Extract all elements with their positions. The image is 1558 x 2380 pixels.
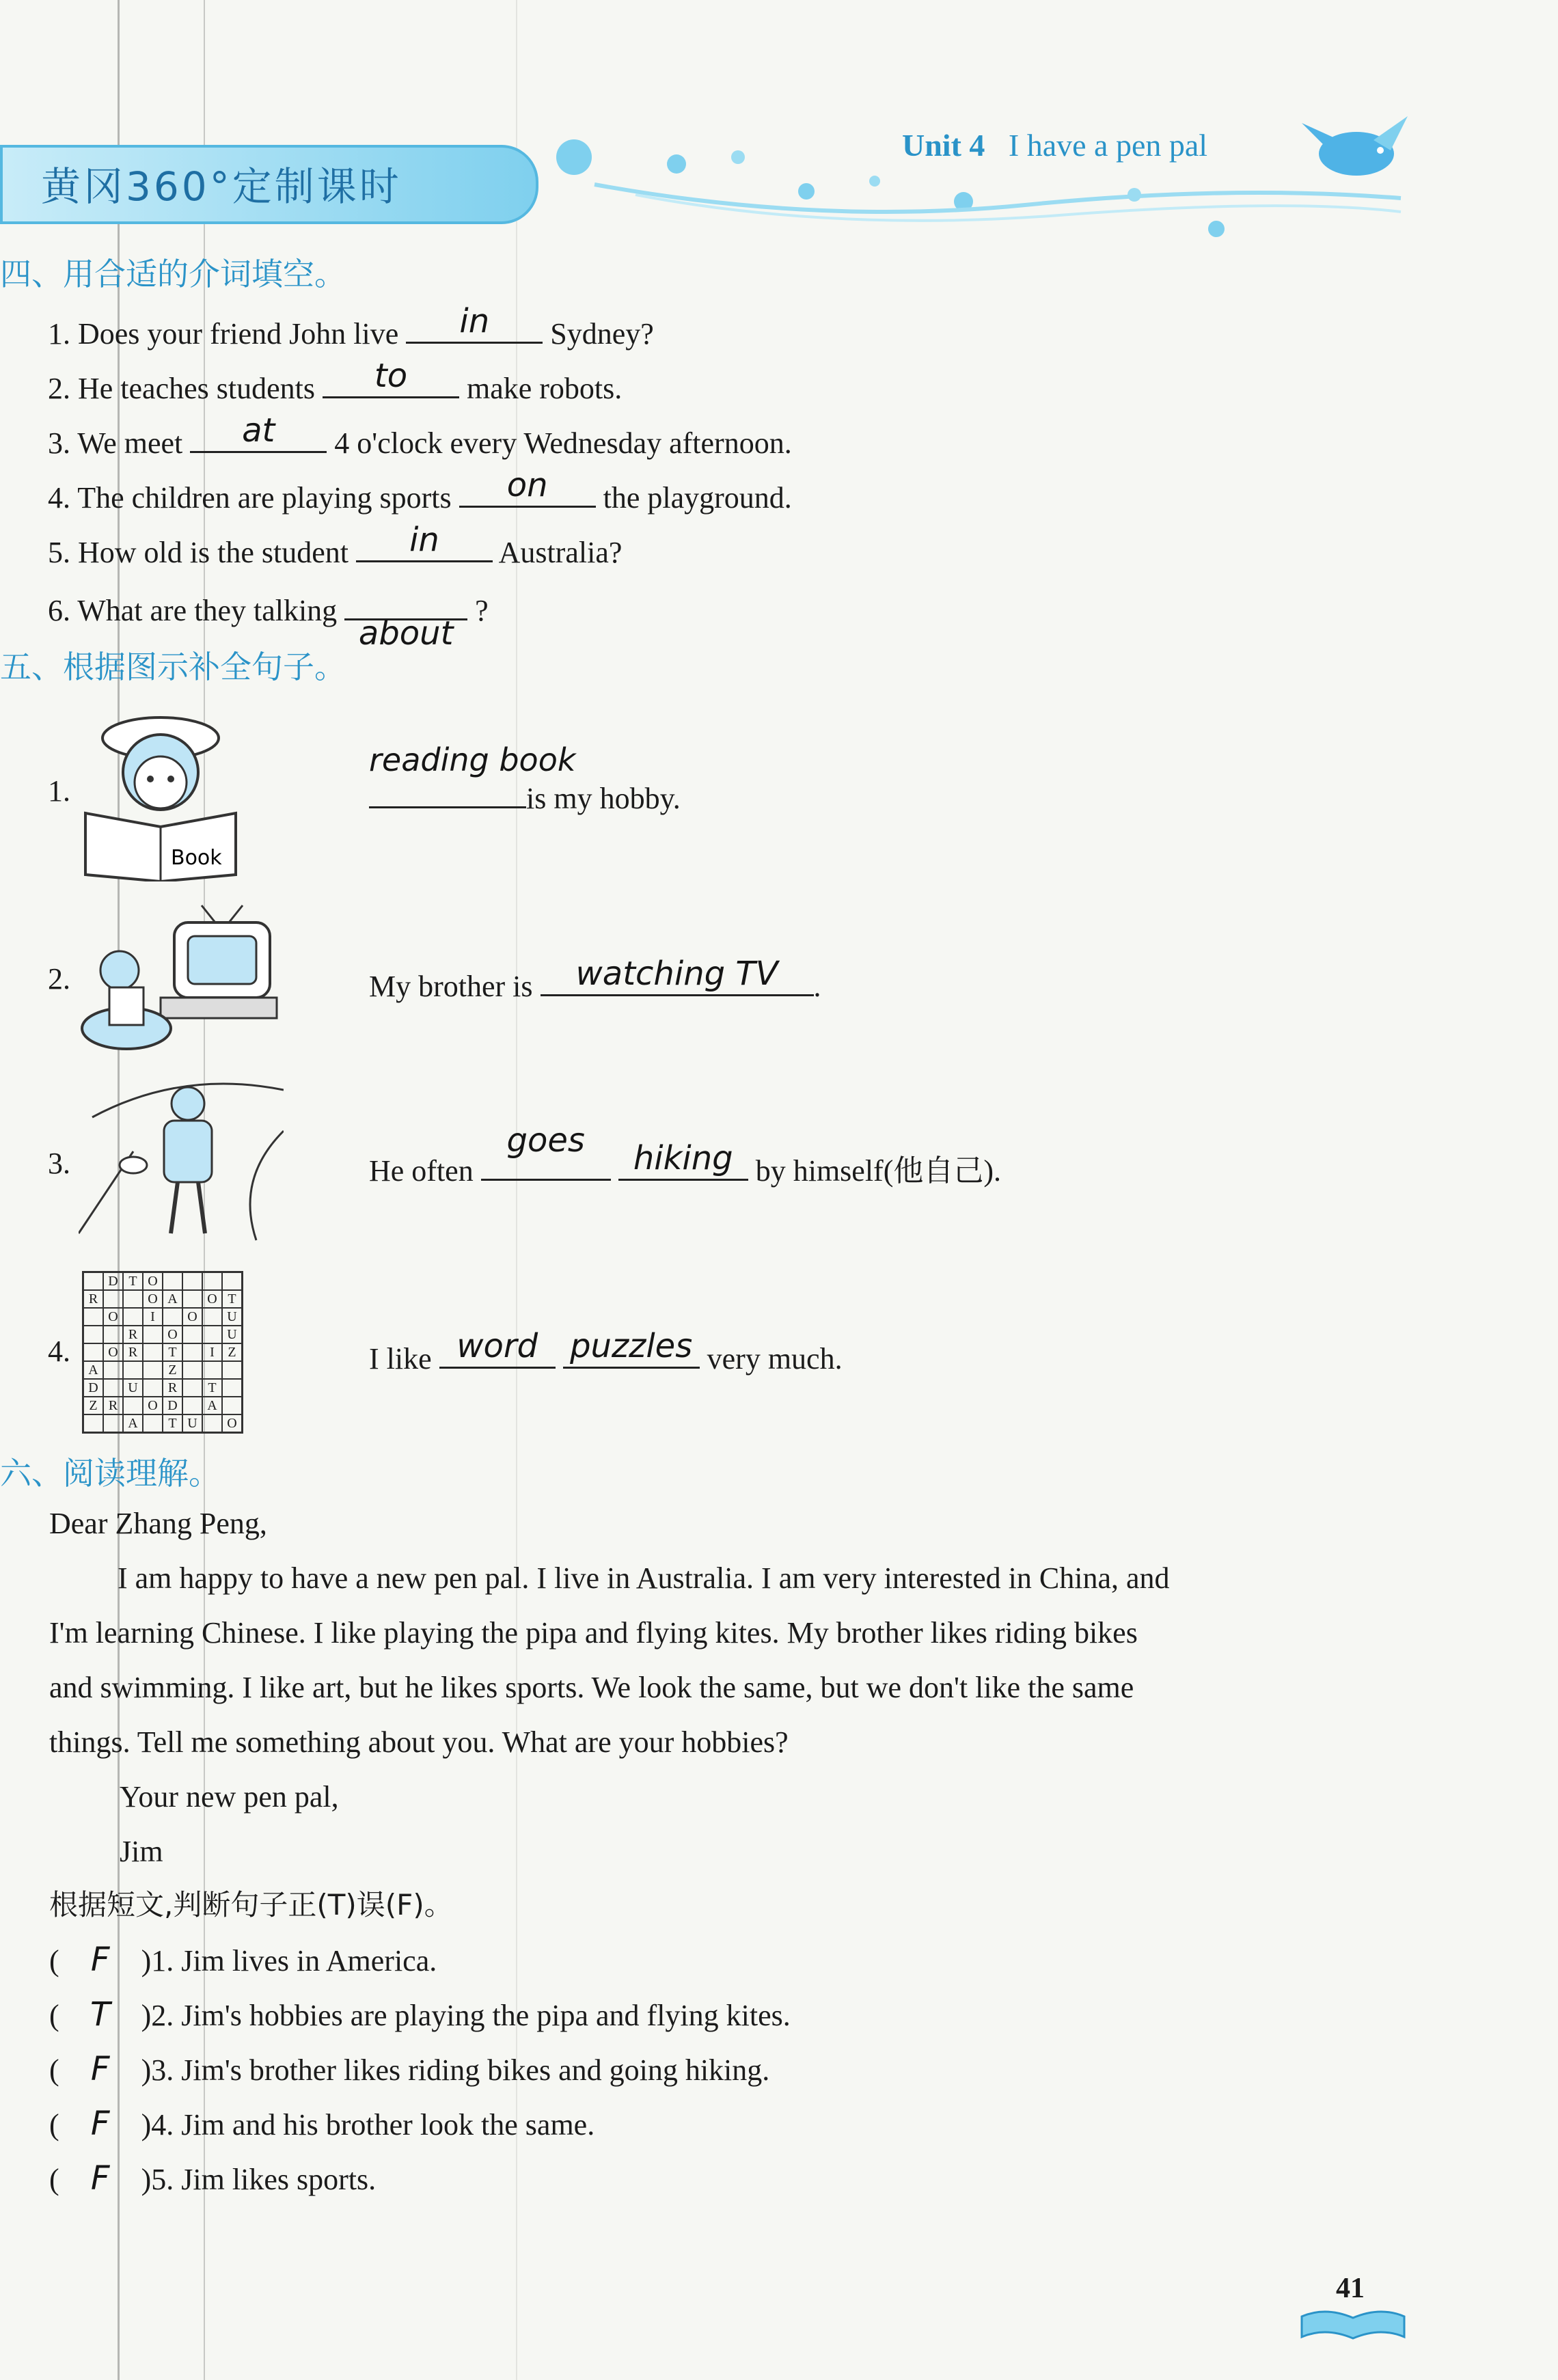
girl-reading-book-icon	[79, 697, 243, 881]
bird-icon	[1298, 109, 1414, 191]
grid-cell	[202, 1308, 222, 1326]
grid-cell	[103, 1361, 123, 1379]
fill-sentence: He often goes hiking by himself(他自己).	[369, 1121, 1002, 1188]
answer-blank[interactable]: in	[406, 307, 543, 344]
grid-cell	[143, 1414, 163, 1432]
grid-cell: O	[163, 1326, 182, 1343]
question-row: 3. We meet at 4 o'clock every Wednesday afternoon.	[48, 411, 792, 460]
grid-cell	[202, 1326, 222, 1343]
answer-blank[interactable]: watching TV	[541, 960, 814, 996]
grid-cell: O	[143, 1397, 163, 1414]
grid-cell	[143, 1361, 163, 1379]
grid-cell	[163, 1308, 182, 1326]
grid-cell	[182, 1343, 202, 1361]
grid-cell: A	[202, 1397, 222, 1414]
question-row: 5. How old is the student in Australia?	[48, 521, 623, 569]
grid-cell: T	[222, 1290, 242, 1308]
grid-cell	[202, 1361, 222, 1379]
grid-cell	[123, 1361, 143, 1379]
grid-cell: T	[163, 1414, 182, 1432]
grid-cell: O	[143, 1290, 163, 1308]
grid-cell: U	[222, 1308, 242, 1326]
grid-cell	[143, 1379, 163, 1397]
grid-cell: R	[123, 1343, 143, 1361]
tf-statement: ( F )4. Jim and his brother look the same.	[49, 2105, 595, 2143]
grid-cell: Z	[222, 1343, 242, 1361]
tf-answer[interactable]: F	[90, 2159, 110, 2198]
grid-cell: T	[123, 1272, 143, 1290]
grid-cell	[103, 1326, 123, 1343]
grid-cell	[182, 1290, 202, 1308]
grid-cell: T	[202, 1379, 222, 1397]
grid-cell	[83, 1326, 103, 1343]
tf-instruction: 根据短文,判断句子正(T)误(F)。	[49, 1888, 453, 1921]
grid-cell: Z	[83, 1397, 103, 1414]
grid-cell	[182, 1272, 202, 1290]
answer-blank[interactable]: about	[344, 584, 467, 620]
tf-answer[interactable]: F	[90, 2105, 110, 2143]
grid-cell: T	[163, 1343, 182, 1361]
grid-cell	[222, 1379, 242, 1397]
grid-cell: O	[222, 1414, 242, 1432]
item-number: 4.	[48, 1335, 70, 1368]
fill-sentence: My brother is watching TV .	[369, 955, 821, 1003]
grid-cell	[143, 1326, 163, 1343]
page-number: 41	[1336, 2273, 1365, 2304]
grid-cell: O	[103, 1308, 123, 1326]
grid-cell: D	[103, 1272, 123, 1290]
boy-watching-tv-icon	[79, 902, 284, 1059]
grid-cell: R	[163, 1379, 182, 1397]
tf-answer[interactable]: F	[90, 1941, 110, 1979]
grid-cell	[202, 1272, 222, 1290]
grid-cell: A	[123, 1414, 143, 1432]
grid-cell: U	[182, 1414, 202, 1432]
tf-answer[interactable]: F	[90, 2050, 110, 2088]
grid-cell	[83, 1272, 103, 1290]
letter-greeting: Dear Zhang Peng,	[49, 1507, 267, 1540]
letter-body: I am happy to have a new pen pal. I live in Australia. I am very interested in China, and I'm learning Chinese. I like playing the pipa and flying kites. My brother likes riding bikes and swimming. I like art, but he likes sports. We look the same, but we don't like the same things. Tell me something about you. What are your hobbies?	[49, 1561, 1170, 1759]
grid-cell	[222, 1361, 242, 1379]
grid-cell	[222, 1272, 242, 1290]
book-label: Book	[171, 846, 222, 870]
grid-cell	[222, 1397, 242, 1414]
grid-cell: D	[83, 1379, 103, 1397]
item-number: 3.	[48, 1147, 70, 1180]
grid-cell: I	[143, 1308, 163, 1326]
grid-cell: R	[83, 1290, 103, 1308]
grid-cell	[83, 1308, 103, 1326]
grid-cell: R	[123, 1326, 143, 1343]
answer-blank[interactable]: on	[459, 471, 596, 508]
grid-cell: O	[103, 1343, 123, 1361]
grid-cell	[83, 1343, 103, 1361]
tf-statement: ( F )3. Jim's brother likes riding bikes and going hiking.	[49, 2050, 770, 2088]
grid-cell	[123, 1290, 143, 1308]
grid-cell: A	[83, 1361, 103, 1379]
tf-statement: ( F )5. Jim likes sports.	[49, 2159, 377, 2198]
answer-blank[interactable]: in	[356, 526, 493, 562]
hiker-icon	[79, 1063, 284, 1254]
letter-closing: Your new pen pal,	[120, 1780, 339, 1814]
grid-cell	[182, 1379, 202, 1397]
question-row: 1. Does your friend John live in Sydney?	[48, 302, 654, 351]
open-book-icon	[1298, 2303, 1408, 2344]
answer-blank[interactable]: word	[439, 1332, 556, 1369]
section-5-title: 五、根据图示补全句子。	[0, 648, 346, 685]
answer-blank[interactable]: puzzles	[563, 1332, 700, 1369]
grid-cell: O	[143, 1272, 163, 1290]
answer-blank[interactable]: to	[323, 362, 459, 398]
grid-cell: D	[163, 1397, 182, 1414]
fill-sentence: I like word puzzles very much.	[369, 1327, 843, 1376]
grid-cell: O	[182, 1308, 202, 1326]
grid-cell: U	[222, 1326, 242, 1343]
grid-cell	[103, 1414, 123, 1432]
grid-cell	[143, 1343, 163, 1361]
tf-statement: ( T )2. Jim's hobbies are playing the pipa and flying kites.	[49, 1995, 791, 2034]
grid-cell: I	[202, 1343, 222, 1361]
grid-cell: Z	[163, 1361, 182, 1379]
grid-cell	[103, 1290, 123, 1308]
question-row: 6. What are they talking about ?	[48, 584, 489, 630]
tf-answer[interactable]: T	[90, 1995, 111, 2034]
answer-blank[interactable]: hiking	[618, 1145, 748, 1181]
section-4-title: 四、用合适的介词填空。	[0, 256, 346, 292]
answer-blank[interactable]: goes	[481, 1145, 611, 1181]
grid-cell: O	[202, 1290, 222, 1308]
grid-cell: R	[103, 1397, 123, 1414]
answer-blank[interactable]: at	[190, 417, 327, 453]
fill-sentence: reading book is my hobby.	[369, 741, 681, 815]
grid-cell	[103, 1379, 123, 1397]
grid-cell	[202, 1414, 222, 1432]
brand-title: 黄冈360°定制课时	[41, 163, 402, 210]
item-number: 2.	[48, 962, 70, 996]
grid-cell	[83, 1414, 103, 1432]
grid-cell	[182, 1361, 202, 1379]
grid-cell	[123, 1308, 143, 1326]
grid-cell: A	[163, 1290, 182, 1308]
grid-cell	[182, 1326, 202, 1343]
answer-blank[interactable]: reading book	[369, 772, 526, 808]
unit-heading: Unit 4 I have a pen pal	[902, 128, 1208, 163]
grid-cell	[182, 1397, 202, 1414]
question-row: 4. The children are playing sports on the playground.	[48, 466, 792, 515]
item-number: 1.	[48, 774, 70, 808]
question-row: 2. He teaches students to make robots.	[48, 357, 623, 405]
grid-cell	[123, 1397, 143, 1414]
tf-statement: ( F )1. Jim lives in America.	[49, 1941, 437, 1979]
section-6-title: 六、阅读理解。	[0, 1455, 220, 1492]
letter-signature: Jim	[120, 1835, 163, 1868]
grid-cell: U	[123, 1379, 143, 1397]
word-puzzle-grid	[82, 1271, 243, 1434]
grid-cell	[163, 1272, 182, 1290]
